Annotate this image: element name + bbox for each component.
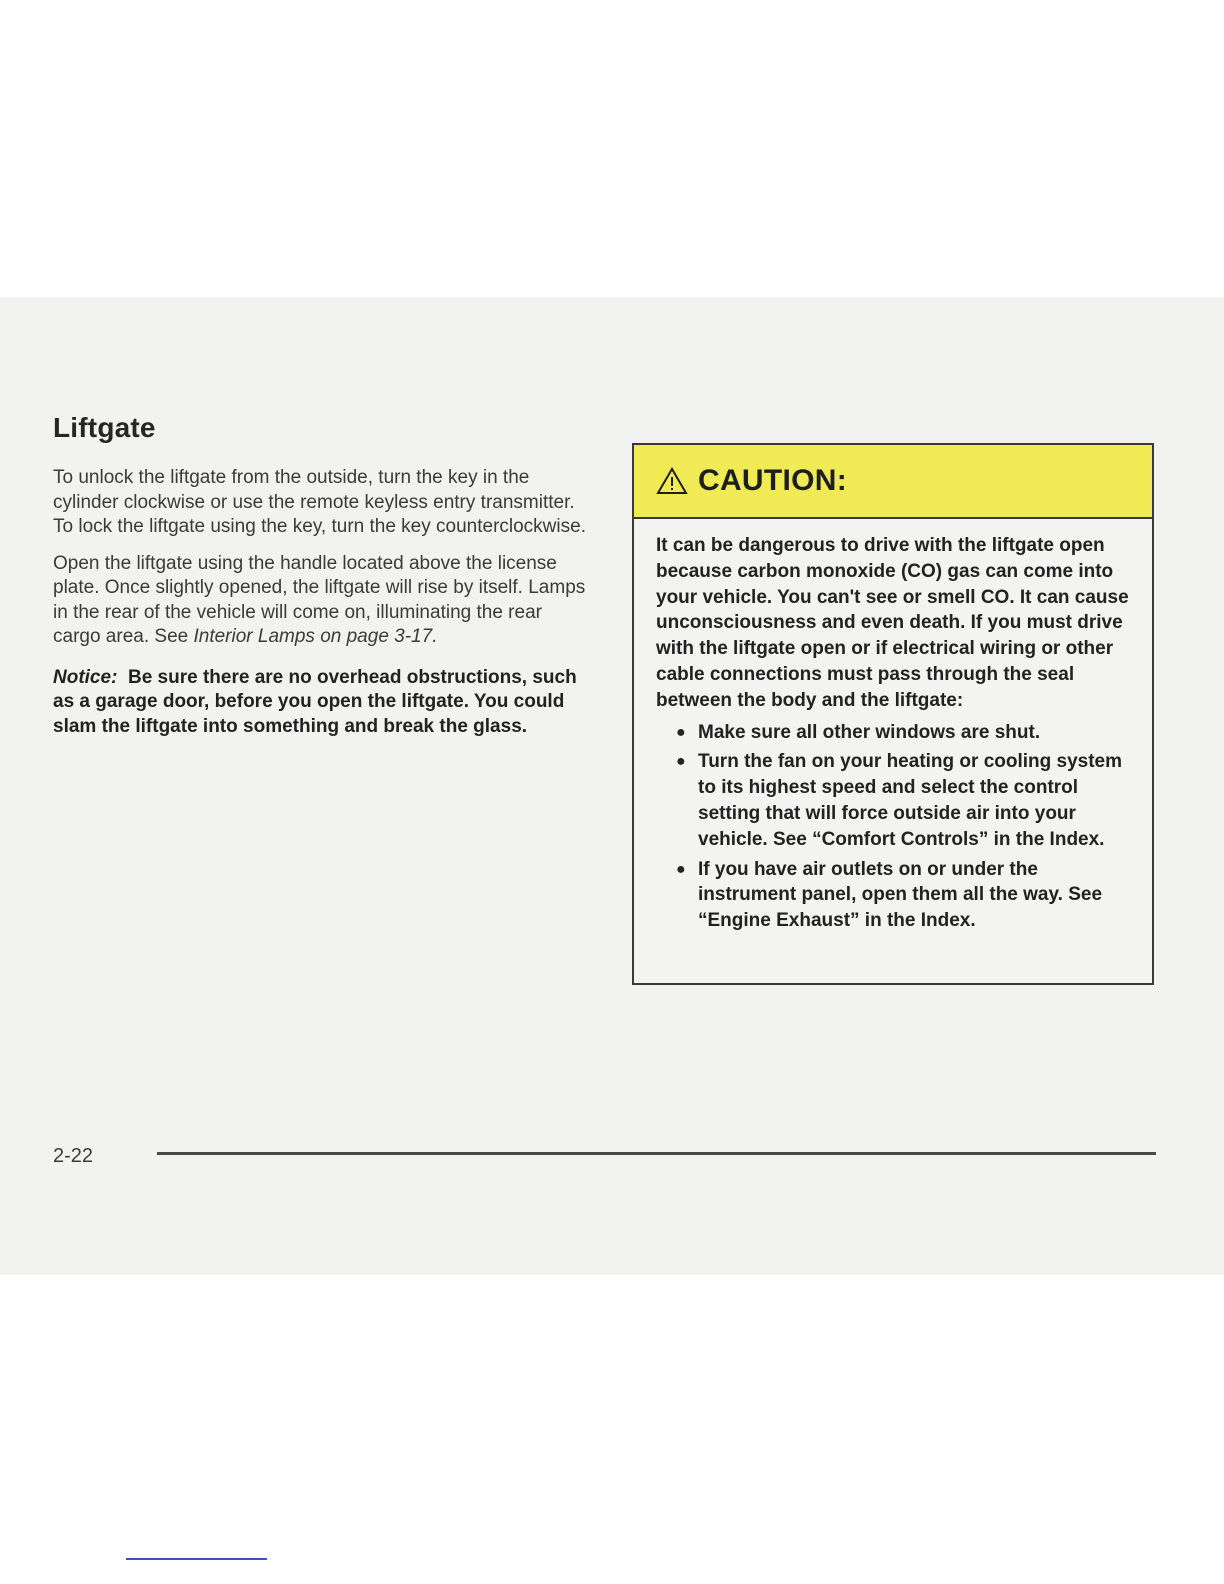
caution-bullet-item xyxy=(676,720,1134,746)
bottom-link-underline xyxy=(126,1558,267,1560)
body-paragraph-open-text: Open the liftgate using the handle located above the license plate. Once slightly opened, the liftgate will rise by itself. Lamps in the rear of the vehicle will come on, illuminating the rear cargo area. See xyxy=(53,552,586,647)
caution-bullet-text: If you have air outlets on or under the instrument panel, open them all the way. See “Engine Exhaust” in the Index. xyxy=(698,858,1103,932)
bullet-icon: ● xyxy=(676,723,686,741)
bullet-icon: ● xyxy=(676,753,686,771)
notice-label: Notice: xyxy=(53,666,118,688)
footer-divider xyxy=(157,1152,1156,1155)
interior-lamps-reference: Interior Lamps on page 3-17. xyxy=(193,626,438,647)
caution-body xyxy=(634,519,1152,934)
notice-paragraph xyxy=(53,666,593,740)
caution-text: It can be dangerous to drive with the liftgate open because carbon monoxide (CO) gas can come into your vehicle. You can't see or smell CO. It can cause unconsciousness and even death. If you must drive with the liftgate open or if electrical wiring or other cable connections must pass through the seal between the body and the liftgate: xyxy=(656,535,1129,711)
caution-bullet-text: Make sure all other windows are shut. xyxy=(698,721,1041,743)
bullet-icon: ● xyxy=(676,860,686,878)
caution-header xyxy=(634,445,1152,519)
section-title: Liftgate xyxy=(53,412,156,443)
body-text-column xyxy=(53,466,593,751)
notice-text: Be sure there are no overhead obstructions, such as a garage door, before you open the liftgate. You could slam the liftgate into something and break the glass. xyxy=(53,666,577,737)
caution-bullet-text: Turn the fan on your heating or cooling system to its highest speed and select the control setting that will force outside air into your vehicle. See “Comfort Controls” in the Index. xyxy=(698,751,1123,850)
caution-box xyxy=(632,443,1154,985)
body-paragraph-open xyxy=(53,552,593,650)
caution-bullet-list xyxy=(656,720,1134,934)
warning-triangle-icon xyxy=(656,467,688,495)
body-paragraph-unlock: To unlock the liftgate from the outside, turn the key in the cylinder clockwise or use the remote keyless entry transmitter. To lock the liftgate using the key, turn the key counterclockwise. xyxy=(53,467,586,537)
caution-bullet-item xyxy=(676,857,1134,934)
caution-title: CAUTION: xyxy=(698,464,848,497)
caution-bullet-item xyxy=(676,749,1134,852)
page-number: 2-22 xyxy=(53,1145,94,1167)
